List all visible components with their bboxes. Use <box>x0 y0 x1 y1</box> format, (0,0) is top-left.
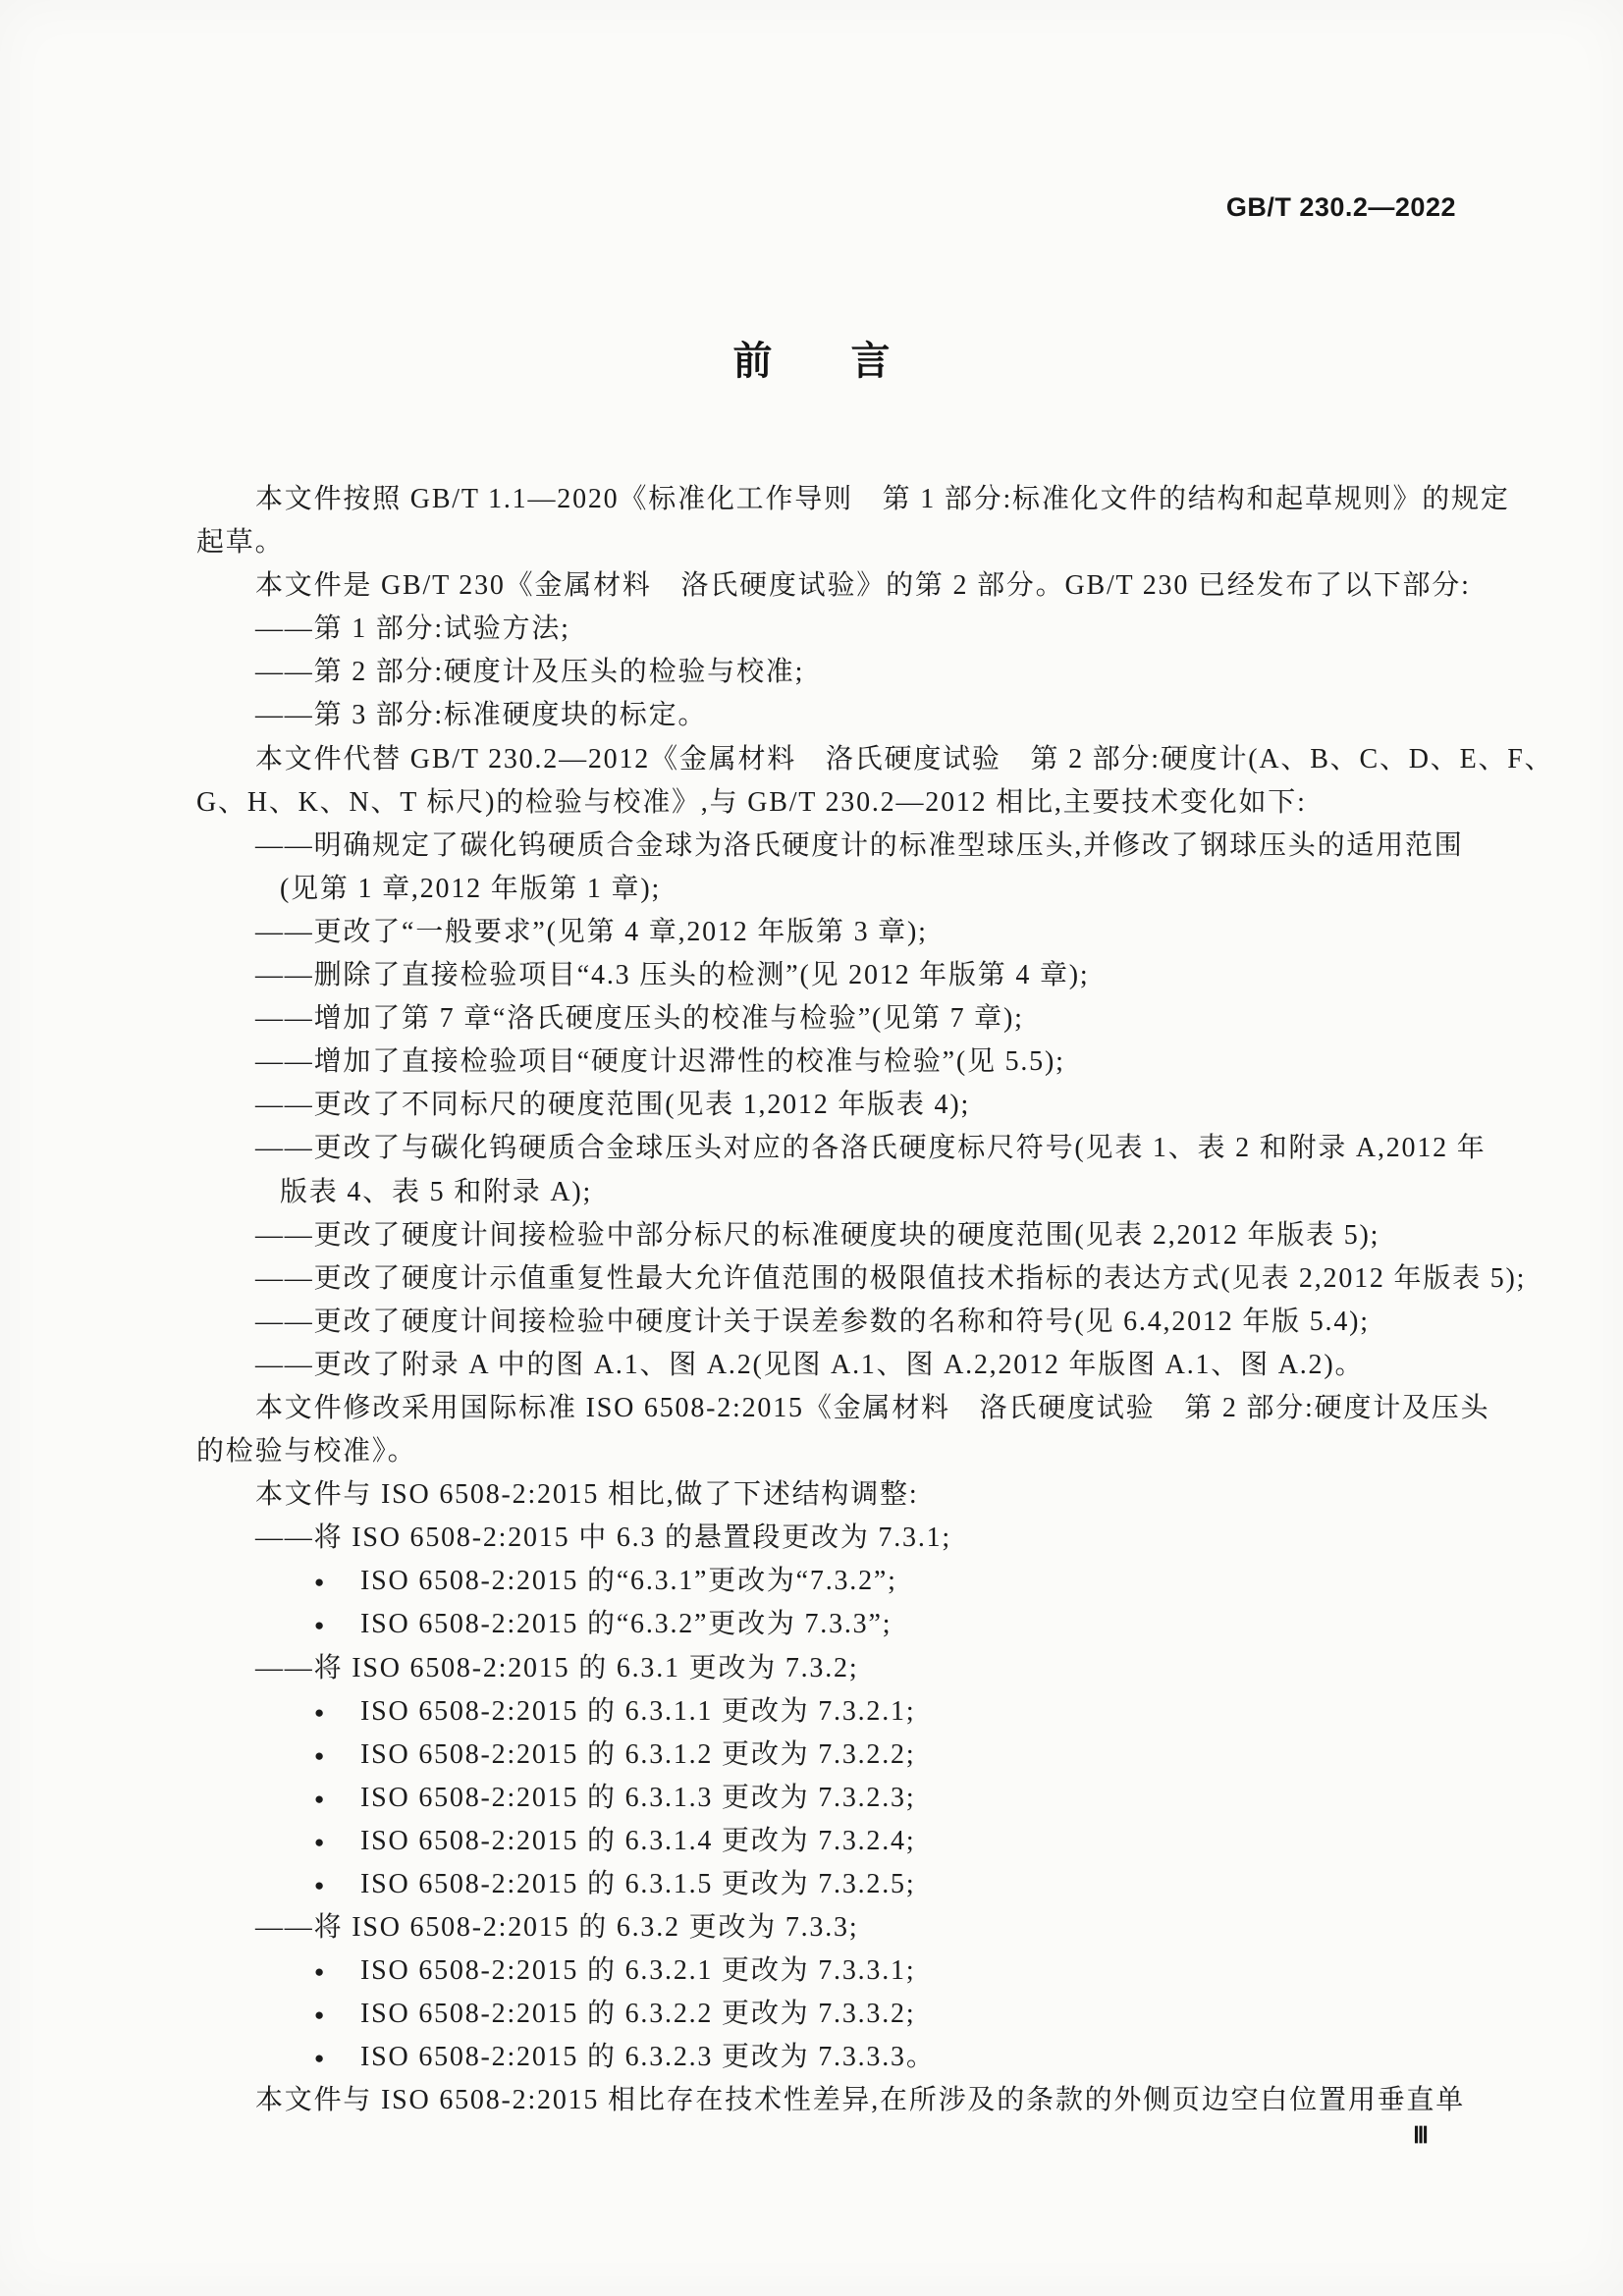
standard-number: GB/T 230.2—2022 <box>1225 192 1456 222</box>
text-line <box>196 1777 1492 1820</box>
text-line: ——更改了“一般要求”(见第 4 章,2012 年版第 3 章); <box>255 916 928 947</box>
document-body <box>196 478 1554 2123</box>
text-line: ——删除了直接检验项目“4.3 压头的检测”(见 2012 年版第 4 章); <box>255 960 1090 991</box>
page-number: Ⅲ <box>1413 2123 1429 2148</box>
text-line <box>196 1820 1492 1863</box>
bullet-icon: ● <box>314 1789 325 1808</box>
bullet-icon: ● <box>314 1962 325 1982</box>
bullet-icon: ● <box>314 2005 325 2025</box>
text-line: 本文件是 GB/T 230《金属材料 洛氏硬度试验》的第 2 部分。GB/T 230 已经发布了以下部分: <box>255 570 1471 602</box>
bullet-icon: ● <box>314 1616 325 1635</box>
text-line <box>196 1993 1492 2036</box>
text-line: 本文件代替 GB/T 230.2—2012《金属材料 洛氏硬度试验 第 2 部分:硬度计(A、B、C、D、E、F、 <box>255 743 1554 774</box>
text-line: 起草。 <box>196 527 285 559</box>
text-line <box>196 1949 1492 1993</box>
text-line: 版表 4、表 5 和附录 A); <box>280 1176 593 1207</box>
text-line: 本文件修改采用国际标准 ISO 6508-2:2015《金属材料 洛氏硬度试验 第 2 部分:硬度计及压头 <box>255 1392 1490 1423</box>
text-line <box>196 1603 1492 1646</box>
text-line: (见第 1 章,2012 年版第 1 章); <box>280 873 662 904</box>
bullet-icon: ● <box>314 1832 325 1851</box>
bullet-text: ISO 6508-2:2015 的 6.3.2.3 更改为 7.3.3.3。 <box>360 2042 936 2073</box>
text-line <box>196 1560 1492 1603</box>
bullet-icon: ● <box>314 1573 325 1592</box>
text-line <box>196 1690 1492 1734</box>
text-line: ——第 1 部分:试验方法; <box>255 614 570 645</box>
text-line <box>196 1863 1492 1906</box>
text-line: 的检验与校准》。 <box>196 1436 417 1468</box>
bullet-icon: ● <box>314 1702 325 1722</box>
bullet-text: ISO 6508-2:2015 的 6.3.1.4 更改为 7.3.2.4; <box>360 1825 916 1856</box>
text-line: ——将 ISO 6508-2:2015 的 6.3.1 更改为 7.3.2; <box>255 1652 859 1683</box>
text-line: ——更改了与碳化钨硬质合金球压头对应的各洛氏硬度标尺符号(见表 1、表 2 和附录 A,2012 年 <box>255 1133 1487 1164</box>
bullet-icon: ● <box>314 2049 325 2068</box>
text-line <box>196 1734 1492 1777</box>
bullet-text: ISO 6508-2:2015 的 6.3.1.1 更改为 7.3.2.1; <box>360 1695 916 1727</box>
bullet-text: ISO 6508-2:2015 的 6.3.2.1 更改为 7.3.3.1; <box>360 1955 916 1987</box>
text-line: 本文件与 ISO 6508-2:2015 相比,做了下述结构调整: <box>255 1479 919 1511</box>
text-line: ——明确规定了碳化钨硬质合金球为洛氏硬度计的标准型球压头,并修改了钢球压头的适用范围 <box>255 829 1464 861</box>
text-line: G、H、K、N、T 标尺)的检验与校准》,与 GB/T 230.2—2012 相比,主要技术变化如下: <box>196 786 1307 818</box>
text-line: ——第 3 部分:标准硬度块的标定。 <box>255 700 708 731</box>
text-line: ——将 ISO 6508-2:2015 的 6.3.2 更改为 7.3.3; <box>255 1912 859 1944</box>
text-line: ——更改了硬度计间接检验中部分标尺的标准硬度块的硬度范围(见表 2,2012 年版表 5); <box>255 1219 1380 1251</box>
text-line: ——更改了硬度计示值重复性最大允许值范围的极限值技术指标的表达方式(见表 2,2012 年版表 5); <box>255 1262 1527 1294</box>
text-line: ——更改了附录 A 中的图 A.1、图 A.2(见图 A.1、图 A.2,2012 年版图 A.1、图 A.2)。 <box>255 1349 1365 1380</box>
bullet-text: ISO 6508-2:2015 的 6.3.1.2 更改为 7.3.2.2; <box>360 1738 916 1770</box>
text-line: ——将 ISO 6508-2:2015 中 6.3 的悬置段更改为 7.3.1; <box>255 1522 952 1554</box>
bullet-text: ISO 6508-2:2015 的 6.3.1.3 更改为 7.3.2.3; <box>360 1782 916 1813</box>
text-line: 本文件与 ISO 6508-2:2015 相比存在技术性差异,在所涉及的条款的外侧页边空白位置用垂直单 <box>255 2085 1466 2116</box>
bullet-icon: ● <box>314 1745 325 1765</box>
text-line: ——增加了第 7 章“洛氏硬度压头的校准与检验”(见第 7 章); <box>255 1003 1024 1035</box>
bullet-text: ISO 6508-2:2015 的 6.3.2.2 更改为 7.3.3.2; <box>360 1999 916 2030</box>
text-line: ——更改了不同标尺的硬度范围(见表 1,2012 年版表 4); <box>255 1090 971 1121</box>
text-line: ——更改了硬度计间接检验中硬度计关于误差参数的名称和符号(见 6.4,2012 年版 5.4); <box>255 1306 1370 1337</box>
page-title: 前 言 <box>732 340 891 383</box>
bullet-text: ISO 6508-2:2015 的“6.3.1”更改为“7.3.2”; <box>360 1566 897 1597</box>
bullet-text: ISO 6508-2:2015 的“6.3.2”更改为 7.3.3”; <box>360 1609 893 1640</box>
text-line: 本文件按照 GB/T 1.1—2020《标准化工作导则 第 1 部分:标准化文件的结构和起草规则》的规定 <box>255 484 1510 514</box>
bullet-text: ISO 6508-2:2015 的 6.3.1.5 更改为 7.3.2.5; <box>360 1869 916 1899</box>
text-line <box>196 2036 1492 2079</box>
bullet-icon: ● <box>314 1876 325 1895</box>
text-line: ——第 2 部分:硬度计及压头的检验与校准; <box>255 657 805 688</box>
text-line: ——增加了直接检验项目“硬度计迟滞性的校准与检验”(见 5.5); <box>255 1046 1065 1078</box>
